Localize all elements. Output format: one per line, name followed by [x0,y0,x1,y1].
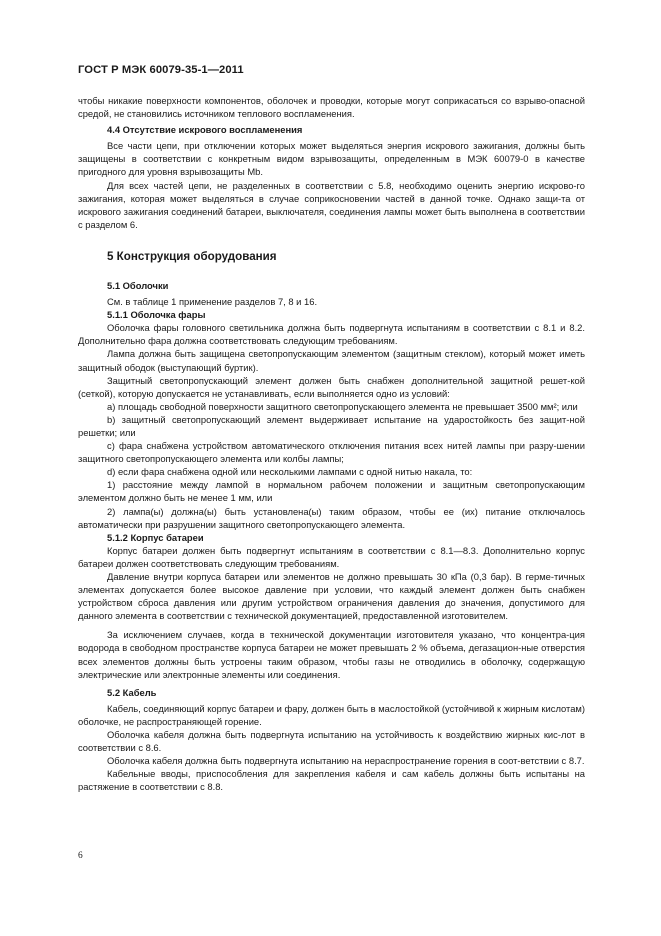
paragraph: Кабельные вводы, приспособления для закрепления кабеля и сам кабель должны быть испытаны на растяжение в соответствии с 8.8. [78,768,585,793]
section-heading-5-2: 5.2 Кабель [107,686,157,698]
list-item: a) площадь свободной поверхности защитного светопропускающего элемента не превышает 3500 мм²; или [107,400,578,412]
paragraph: чтобы никакие поверхности компонентов, оболочек и проводки, которые могут соприкасаться со взрыво-опасной средой, не становились источником теплового воспламенения. [78,95,585,120]
paragraph: За исключением случаев, когда в технической документации изготовителя указано, что концентра-ция водорода в свободном пространстве корпуса батареи не может превышать 2 % объема, дегазацион-ные отверстия всех элементов должны быть устроены таким образом, чтобы газы не отводились в оболочку, содержащую электрические или электронные элементы или соединения. [78,629,585,680]
page-number: 6 [78,851,83,861]
paragraph: Корпус батареи должен быть подвергнут испытаниям в соответствии с 8.1—8.3. Дополнительно корпус батареи должен соответствовать следующим требованиям. [78,544,585,569]
list-item: 1) расстояние между лампой в нормальном рабочем положении и защитным светопропускающим элементом должно быть не менее 1 мм, или [78,479,585,504]
paragraph: Оболочка кабеля должна быть подвергнута испытанию на устойчивость к воздействию жирных кис-лот в соответствии с 8.6. [78,729,585,754]
list-item: b) защитный светопропускающий элемент выдерживает испытание на ударостойкость без защит-ной решетки; или [78,413,585,438]
list-item: d) если фара снабжена одной или несколькими лампами с одной нитью накала, то: [107,466,473,478]
paragraph: Защитный светопропускающий элемент должен быть снабжен дополнительной защитной решет-кой (сеткой), которую допускается не устанавливать, если выполняется одно из условий: [78,374,585,399]
section-heading-5-1-2: 5.1.2 Корпус батареи [107,531,204,543]
document-body [78,94,585,794]
list-item: 2) лампа(ы) должна(ы) быть установлена(ы) таким образом, чтобы ее (их) питание отключалось автоматически при разрушении защитного светопропускающего элемента. [78,505,585,530]
list-item: c) фара снабжена устройством автоматического отключения питания всех нитей лампы при разру-шении защитного светопропускающего элемента или колбы лампы; [78,440,585,465]
paragraph: Кабель, соединяющий корпус батареи и фару, должен быть в маслостойкой (устойчивой к жирным кислотам) оболочке, не распространяющей горение. [78,702,585,727]
paragraph: Давление внутри корпуса батареи или элементов не должно превышать 30 кПа (0,3 бар). В герме-тичных элементах допускается более высокое давление при условии, что каждый элемент должен быть снабжен устройством сброса давления или другим устройством ограничения давления до значения, допустимого для данного элемента в соответствии с технической документацией, предоставленной изготовителем. [78,571,585,622]
section-heading-4-4: 4.4 Отсутствие искрового воспламенения [107,124,303,136]
paragraph: См. в таблице 1 применение разделов 7, 8 и 16. [107,296,318,308]
paragraph: Оболочка фары головного светильника должна быть подвергнута испытаниям в соответствии с 8.1 и 8.2. Дополнительно фара должна соответствовать следующим требованиям. [78,322,585,347]
section-heading-5: 5 Конструкция оборудования [107,249,277,263]
section-heading-5-1: 5.1 Оболочки [107,279,169,291]
section-heading-5-1-1: 5.1.1 Оболочка фары [107,309,206,321]
paragraph: Все части цепи, при отключении которых может выделяться энергия искрового зажигания, должны быть защищены в соответствии с конкретным видом взрывозащиты, определенным в МЭК 60079-0 в качестве пригодного для уровня взрывозащиты Mb. [78,140,585,178]
paragraph: Оболочка кабеля должна быть подвергнута испытанию на нераспространение горения в соот-ветствии с 8.7. [107,755,585,767]
document-header: ГОСТ Р МЭК 60079-35-1—2011 [78,64,244,76]
paragraph: Для всех частей цепи, не разделенных в соответствии с 5.8, необходимо оценить энергию искрово-го зажигания, которая может выделяться в случае соприкосновении частей в данной точке. Однако защи-та от искрового зажигания соединений батареи, выключателя, соединения лампы может быть выполнена в соответствии с разделом 6. [78,179,585,230]
paragraph: Лампа должна быть защищена светопропускающим элементом (защитным стеклом), который может иметь защитный ободок (выступающий буртик). [78,348,585,373]
